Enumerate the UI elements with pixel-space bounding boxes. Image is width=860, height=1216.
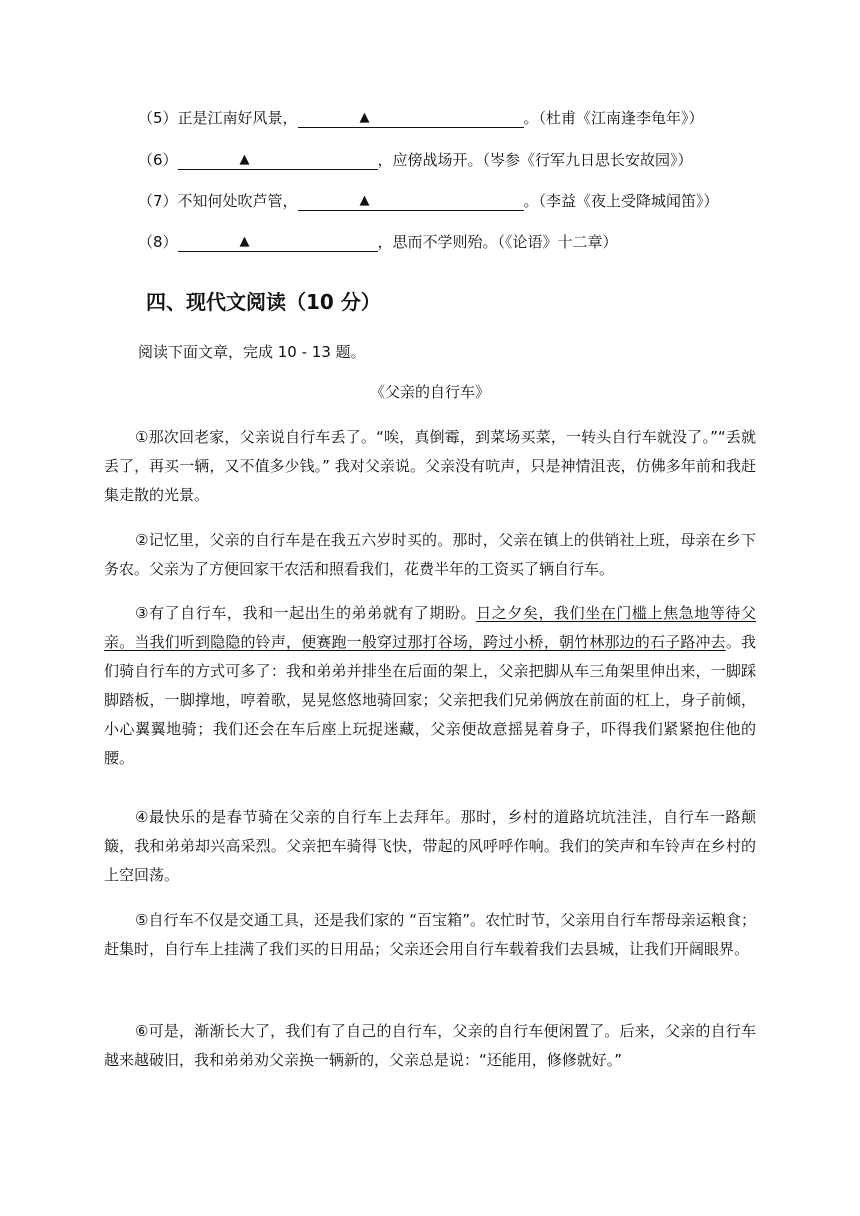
article-paragraph-5: ⑤自行车不仅是交通工具，还是我们家的 “百宝箱”。农忙时节，父亲用自行车帮母亲运粮食；赶集时，自行车上挂满了我们买的日用品；父亲还会用自行车载着我们去县城，让我们开阔眼界。 bbox=[104, 911, 756, 958]
triangle-marker: ▲ bbox=[239, 152, 250, 167]
article-paragraph-4: ④最快乐的是春节骑在父亲的自行车上去拜年。那时，乡村的道路坑坑洼洼，自行车一路颠簸，我和弟弟却兴高采烈。父亲把车骑得飞快，带起的风呼呼作响。我们的笑声和车铃声在乡村的上空回荡。 bbox=[104, 808, 756, 884]
fill-in-suffix: 。（杜甫《江南逢李龟年》） bbox=[523, 109, 704, 127]
fill-in-prefix: （7）不知何处吹芦管， bbox=[138, 192, 298, 210]
paragraph-text: 。我们骑自行车的方式可多了：我和弟弟并排坐在后面的架上，父亲把脚从车三角架里伸出来，一脚踩脚踏板，一脚撑地，哼着歌，晃晃悠悠地骑回家；父亲把我们兄弟俩放在前面的杠上，身子前倾，小心翼翼地骑；我们还会在车后座上玩捉迷藏，父亲便故意摇晃着身子，吓得我们紧紧抱住他的腰。 bbox=[104, 633, 756, 767]
fill-in-suffix: ，应傍战场开。（岑参《行军九日思长安故园》） bbox=[377, 151, 693, 169]
triangle-marker: ▲ bbox=[239, 234, 250, 249]
paragraph-text: ③有了自行车，我和一起出生的弟弟就有了期盼。 bbox=[135, 604, 477, 622]
underlined-sentence: 日之夕矣，我们坐在门槛上焦急地等待父亲。当我们听到隐隐的铃声，便赛跑一般穿过那打谷场，跨过小桥，朝竹林那边的石子路冲去 bbox=[104, 604, 756, 651]
fill-in-item-7 bbox=[138, 191, 719, 212]
fill-in-item-6 bbox=[138, 150, 693, 171]
answer-blank[interactable] bbox=[298, 191, 524, 211]
triangle-marker: ▲ bbox=[359, 193, 370, 208]
section-heading: 四、现代文阅读（10 分） bbox=[146, 290, 381, 314]
fill-in-prefix: （6） bbox=[138, 151, 178, 169]
article-paragraph-6: ⑥可是，渐渐长大了，我们有了自己的自行车，父亲的自行车便闲置了。后来，父亲的自行车越来越破旧，我和弟弟劝父亲换一辆新的，父亲总是说：“还能用，修修就好。” bbox=[104, 1022, 756, 1069]
fill-in-item-8 bbox=[138, 232, 618, 253]
fill-in-item-5 bbox=[138, 108, 704, 129]
triangle-marker: ▲ bbox=[359, 110, 370, 125]
article-paragraph-2: ②记忆里，父亲的自行车是在我五六岁时买的。那时，父亲在镇上的供销社上班，母亲在乡下务农。父亲为了方便回家干农活和照看我们，花费半年的工资买了辆自行车。 bbox=[104, 531, 756, 578]
fill-in-suffix: 。（李益《夜上受降城闻笛》） bbox=[523, 192, 719, 210]
fill-in-prefix: （8） bbox=[138, 233, 178, 251]
article-paragraph-1: ①那次回老家，父亲说自行车丢了。“唉，真倒霉，到菜场买菜，一转头自行车就没了。”“丢就丢了，再买一辆，又不值多少钱。” 我对父亲说。父亲没有吭声，只是神情沮丧，仿佛多年前和我赶集走散的光景。 bbox=[104, 428, 756, 504]
reading-instructions: 阅读下面文章，完成 10 - 13 题。 bbox=[138, 343, 366, 361]
article-paragraph-3 bbox=[104, 599, 756, 773]
answer-blank[interactable] bbox=[178, 150, 378, 170]
fill-in-prefix: （5）正是江南好风景， bbox=[138, 109, 298, 127]
fill-in-suffix: ，思而不学则殆。（《论语》十二章） bbox=[377, 233, 618, 251]
article-title: 《父亲的自行车》 bbox=[369, 383, 490, 401]
answer-blank[interactable] bbox=[298, 108, 524, 128]
answer-blank[interactable] bbox=[178, 232, 378, 252]
